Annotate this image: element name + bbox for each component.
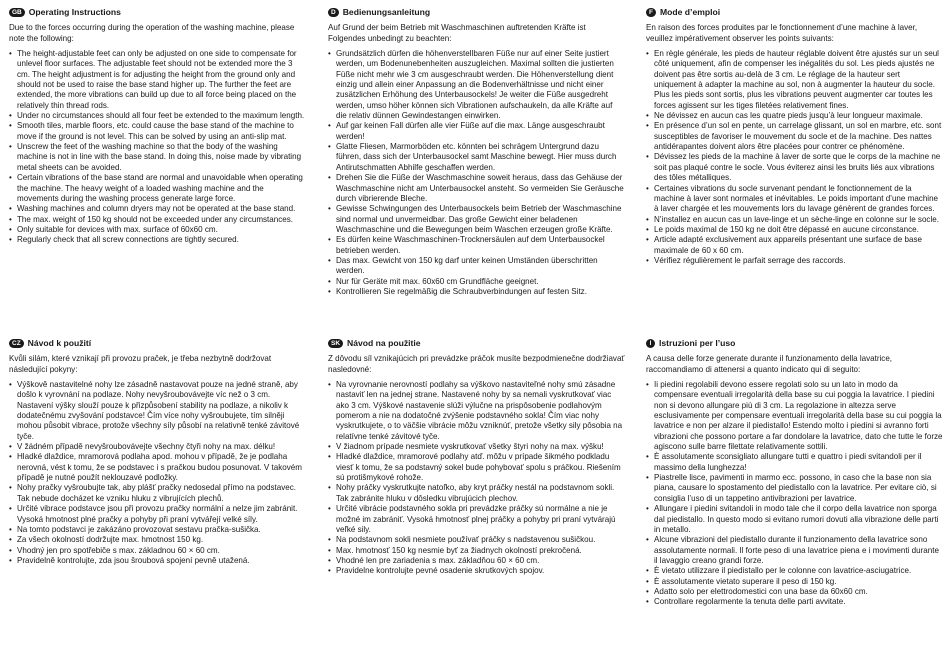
list-item: • Controllare regolarmente la tenuta delle parti avvitate.	[646, 597, 943, 607]
section-gb	[9, 7, 306, 246]
section-title: Návod na použitie	[347, 338, 421, 348]
list-item: • Výškově nastavitelné nohy lze zásadně nastavovat pouze na jedné straně, aby došlo k vyrovnání na podlaze. Nohy nevyšroubovávejte víc než o 3 cm. Nastavení výšky slouží pouze k přizpůsobení stability na podlaze, a nikoliv k dodatečnému zvyšování podstavce! Čím více nohy vyšroubujete, tím silněji mohou působit vibrace, protože všechny síly působí na relativně tenké závitové tyče.	[9, 380, 306, 442]
language-badge: SK	[328, 339, 343, 348]
instruction-list	[9, 380, 306, 566]
list-item: • En règle générale, les pieds de hauteur réglable doivent être ajustés sur un seul côté uniquement, afin de compenser les inégalités du sol. Les pieds ajustés ne doivent pas être sortis au-delà de 3 cm. Le réglage de la hauteur sert uniquement à adapter la machine au sol, non à augmenter la hauteur du socle. Plus les pieds sont sortis, plus les vibrations peuvent augmenter car toutes les forces agissent sur les tiges filetées relativement fines.	[646, 49, 943, 111]
section-title: Istruzioni per l’uso	[659, 338, 736, 348]
list-item: • Hladké dlaždice, mramorová podlaha apod. mohou v případě, že je podlaha nerovná, vést k tomu, že se podstavec i s pračkou budou posunovat. V takovém případě je nutné použít neklouzavé podložky.	[9, 452, 306, 483]
list-item: • Max. hmotnosť 150 kg nesmie byť za žiadnych okolností prekročená.	[328, 546, 625, 556]
list-item: • Under no circumstances should all four feet be extended to the maximum length.	[9, 111, 306, 121]
list-item: • Hladké dlaždice, mramorové podlahy atď. môžu v prípade šikmého podkladu viesť k tomu, že sa podstavný sokel bude pohybovať spolu s práčkou. Riešením sú protišmykové rohože.	[328, 452, 625, 483]
list-item: • Na vyrovnanie nerovností podlahy sa výškovo nastaviteľné nohy smú zásadne nastaviť len na jednej strane. Nastavené nohy by sa nemali vyskrutkovať viac ako 3 cm. Výškové nastavenie slúži výlučne na prispôsobenie podlahovým pomerom a nie na dodatočné zvýšenie podstavného sokla! Čím viac nohy vyskrutkujete, o to väčšie vibrácie môžu vzniknúť, pretože všetky sily pôsobia na relatívne tenké závitové tyče.	[328, 380, 625, 442]
list-item: • Gewisse Schwingungen des Unterbausockels beim Betrieb der Waschmaschine sind normal und unvermeidbar. Das große Gewicht einer beladenen Waschmaschine und die Bewegungen beim Waschen erzeugen große Kräfte.	[328, 204, 625, 235]
section-d	[328, 7, 625, 297]
list-item: • Glatte Fliesen, Marmorböden etc. könnten bei schrägem Untergrund dazu führen, dass sich der Unterbausockel samt Maschine bewegt. Hier muss durch Antirutschmatten Abhilfe geschaffen werden.	[328, 142, 625, 173]
list-item: • Unscrew the feet of the washing machine so that the body of the washing machine is not in line with the base stand. In doing this, noise made by vibrating metal sheets can be avoided.	[9, 142, 306, 173]
list-item: • Nur für Geräte mit max. 60x60 cm Grundfläche geeignet.	[328, 277, 625, 287]
list-item: • Na podstavnom sokli nesmiete používať práčky s nadstavenou sušičkou.	[328, 535, 625, 545]
list-item: • Pravidelně kontrolujte, zda jsou šroubová spojení pevně utažená.	[9, 556, 306, 566]
list-item: • Na tomto podstavci je zakázáno provozovat sestavu pračka-sušička.	[9, 525, 306, 535]
list-item: • Only suitable for devices with max. surface of 60x60 cm.	[9, 225, 306, 235]
list-item: • Certaines vibrations du socle survenant pendant le fonctionnement de la machine à laver sont normales et inévitables. Le poids important d’une machine à laver chargée et les mouvements lors du lavage génèrent de grandes forces.	[646, 184, 943, 215]
instruction-list	[646, 49, 943, 266]
list-item: • The max. weight of 150 kg should not be exceeded under any circumstances.	[9, 215, 306, 225]
list-item: • N’installez en aucun cas un lave-linge et un sèche-linge en colonne sur le socle.	[646, 215, 943, 225]
section-intro: En raison des forces produites par le fonctionnement d’une machine à laver, veuillez impérativement observer les points suivants:	[646, 23, 918, 43]
section-header	[9, 7, 306, 17]
list-item: • V žádném případě nevyšroubovávejte všechny čtyři nohy na max. délku!	[9, 442, 306, 452]
instruction-list	[646, 380, 943, 608]
list-item: • Vhodný jen pro spotřebiče s max. základnou 60 × 60 cm.	[9, 546, 306, 556]
list-item: • Certain vibrations of the base stand are normal and unavoidable when operating the machine. The heavy weight of a loaded washing machine and the movements during the washing process generate large force.	[9, 173, 306, 204]
section-intro: A causa delle forze generate durante il funzionamento della lavatrice, raccomandiamo di attenersi a quanto indicato qui di seguito:	[646, 354, 893, 374]
list-item: • Ii piedini regolabili devono essere regolati solo su un lato in modo da compensare eventuali irregolarità della base su cui poggia la lavatrice. I piedini non si devono allungare più di 3 cm. La regolazione in altezza serve esclusivamente per compensare eventuali irregolarità della base su cui poggia la lavatrice e non per alzare il piedistallo! Estendo molto i piedini si avranno forti vibrazioni che possono portare a far dondolare la lavatrice, dato che tutte le forze agiscono sulle barre filettate relativamente sottili.	[646, 380, 943, 452]
list-item: • Washing machines and column dryers may not be operated at the base stand.	[9, 204, 306, 214]
section-sk	[328, 338, 625, 577]
list-item: • È vietato utilizzare il piedistallo per le colonne con lavatrice-asciugatrice.	[646, 566, 943, 576]
section-header	[328, 338, 625, 348]
section-intro: Auf Grund der beim Betrieb mit Waschmaschinen auftretenden Kräfte ist Folgendes unbedingt zu beachten:	[328, 23, 586, 43]
list-item: • Grundsätzlich dürfen die höhenverstellbaren Füße nur auf einer Seite justiert werden, um Bodenunebenheiten auszugleichen. Maximal sollten die justierten Füße nicht mehr wie 3 cm ausgeschraubt werden. Die Höhenverstellung dient einzig und allein einer Anpassung an die Bodenverhältnisse und nicht einer zusätzlichen Erhöhung des Unterbausockels! Je weiter die Füße ausgedreht werden, umso höher können sich Vibrationen aufschaukeln, da alle Kräfte auf die relativ dünnen Gewindestangen einwirken.	[328, 49, 625, 121]
section-f	[646, 7, 943, 266]
list-item: • Vérifiez régulièrement le parfait serrage des raccords.	[646, 256, 943, 266]
language-badge: D	[328, 8, 339, 17]
list-item: • Nohy pračky vyšroubujte tak, aby plášť pračky nedosedal přímo na podstavec. Tak nebude docházet ke vzniku hluku z vibrujících plechů.	[9, 483, 306, 504]
section-header	[9, 338, 306, 348]
list-item: • Určité vibrácie podstavného sokla pri prevádzke práčky sú normálne a nie je možné im zabrániť. Vysoká hmotnosť plnej práčky a pohyby pri praní vytvárajú veľké sily.	[328, 504, 625, 535]
list-item: • Nohy práčky vyskrutkujte natoľko, aby kryt práčky nestál na podstavnom sokli. Tak zabránite hluku v dôsledku vibrujúcich plechov.	[328, 483, 625, 504]
section-header	[646, 7, 943, 17]
list-item: • V žiadnom prípade nesmiete vyskrutkovať všetky štyri nohy na max. výšku!	[328, 442, 625, 452]
list-item: • Es dürfen keine Waschmaschinen-Trocknersäulen auf dem Unterbausockel betrieben werden.	[328, 235, 625, 256]
instruction-list	[328, 49, 625, 297]
list-item: • Drehen Sie die Füße der Waschmaschine soweit heraus, dass das Gehäuse der Waschmaschine nicht am Unterbausockel ansteht. So vermeiden Sie Geräusche durch vibrierende Bleche.	[328, 173, 625, 204]
section-title: Bedienungsanleitung	[342, 7, 431, 17]
list-item: • Vhodné len pre zariadenia s max. základňou 60 × 60 cm.	[328, 556, 625, 566]
list-item: • Určité vibrace podstavce jsou při provozu pračky normální a nelze jim zabránit. Vysoká hmotnost plné pračky a pohyby při praní vytvářejí velké síly.	[9, 504, 306, 525]
list-item: • En présence d’un sol en pente, un carrelage glissant, un sol en marbre, etc. sont susceptibles de favoriser le mouvement du socle et de la machine. Des nattes antidérapantes doivent alors être placées pour contrer ce phénomène.	[646, 121, 943, 152]
section-header	[328, 7, 625, 17]
list-item: • Adatto solo per elettrodomestici con una base da 60x60 cm.	[646, 587, 943, 597]
list-item: • Za všech okolností dodržujte max. hmotnost 150 kg.	[9, 535, 306, 545]
list-item: • È assolutamente vietato superare il peso di 150 kg.	[646, 577, 943, 587]
section-intro: Due to the forces occurring during the operation of the washing machine, please note the following:	[9, 23, 295, 43]
list-item: • The height-adjustable feet can only be adjusted on one side to compensate for unlevel floor surfaces. The adjustable feet should not be extended more the 3 cm. The height adjustment is for adjusting the height from the ground only and should not be used to raise the base stand higher up. The further the feet are extended, the more vibrations can build up due to all force being placed on the relatively thin thread rods.	[9, 49, 306, 111]
section-cz	[9, 338, 306, 566]
list-item: • Allungare i piedini svitandoli in modo tale che il corpo della lavatrice non sporga dal piedistallo. In questo modo si evitano rumori dovuti alla vibrazione delle parti in metallo.	[646, 504, 943, 535]
instruction-list	[328, 380, 625, 577]
list-item: • Le poids maximal de 150 kg ne doit être dépassé en aucune circonstance.	[646, 225, 943, 235]
list-item: • Piastrelle lisce, pavimenti in marmo ecc. possono, in caso che la base non sia piana, causare lo spostamento del piedistallo con la lavatrice. Per evitare ciò, si consiglia l’uso di un tappetino antivibrazioni per lavatrice.	[646, 473, 943, 504]
list-item: • Smooth tiles, marble floors, etc. could cause the base stand of the machine to move if the ground is not level. This can be solved by using an anti-slip mat.	[9, 121, 306, 142]
language-badge: GB	[9, 8, 25, 17]
list-item: • Alcune vibrazioni del piedistallo durante il funzionamento della lavatrice sono assolutamente normali. Il forte peso di una lavatrice piena e i movimenti durante il lavaggio creano grandi forze.	[646, 535, 943, 566]
section-title: Mode d’emploi	[659, 7, 721, 17]
section-intro: Kvůli silám, které vznikají při provozu praček, je třeba nezbytně dodržovat následující pokyny:	[9, 354, 272, 374]
section-intro: Z dôvodu síl vznikajúcich pri prevádzke práčok musíte bezpodmienečne dodržiavať nasledovné:	[328, 354, 625, 374]
instruction-list	[9, 49, 306, 246]
section-i	[646, 338, 943, 608]
list-item: • Das max. Gewicht von 150 kg darf unter keinen Umständen überschritten werden.	[328, 256, 625, 277]
list-item: • Article adapté exclusivement aux appareils présentant une surface de base maximale de 60 x 60 cm.	[646, 235, 943, 256]
list-item: • Auf gar keinen Fall dürfen alle vier Füße auf die max. Länge ausgeschraubt werden!	[328, 121, 625, 142]
list-item: • È assolutamente sconsigliato allungare tutti e quattro i piedi svitandoli per il massimo della lunghezza!	[646, 452, 943, 473]
section-header	[646, 338, 943, 348]
list-item: • Regularly check that all screw connections are tightly secured.	[9, 235, 306, 245]
list-item: • Dévissez les pieds de la machine à laver de sorte que le corps de la machine ne soit pas plaqué contre le socle. Vous éviterez ainsi les bruits liés aux vibrations des tôles métalliques.	[646, 152, 943, 183]
language-badge: CZ	[9, 339, 24, 348]
language-badge: I	[646, 339, 655, 348]
section-title: Operating Instructions	[28, 7, 121, 17]
language-badge: F	[646, 8, 656, 17]
list-item: • Kontrollieren Sie regelmäßig die Schraubverbindungen auf festen Sitz.	[328, 287, 625, 297]
section-title: Návod k použití	[27, 338, 92, 348]
list-item: • Ne dévissez en aucun cas les quatre pieds jusqu’à leur longueur maximale.	[646, 111, 943, 121]
list-item: • Pravidelne kontrolujte pevné osadenie skrutkových spojov.	[328, 566, 625, 576]
